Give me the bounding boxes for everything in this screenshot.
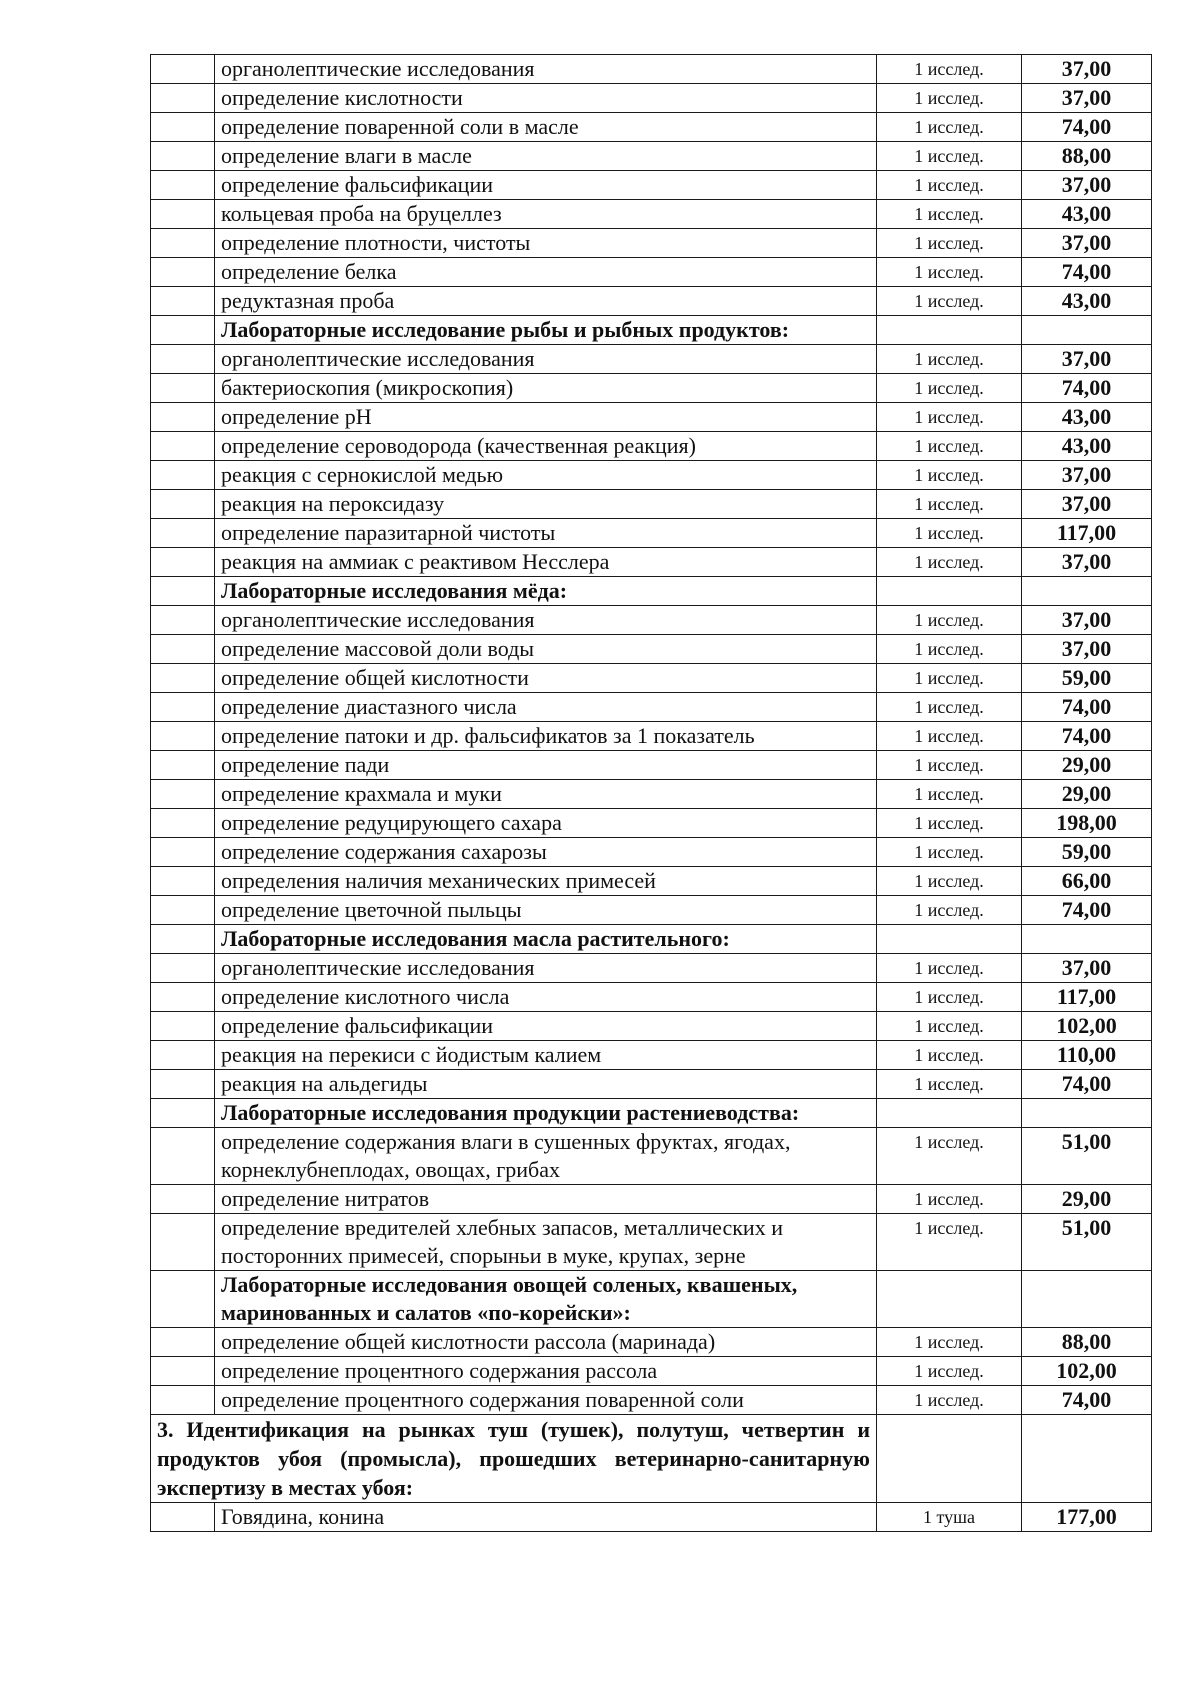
- index-cell: [151, 664, 215, 693]
- unit-cell: [877, 577, 1022, 606]
- index-cell: [151, 345, 215, 374]
- unit-cell: 1 исслед.: [877, 432, 1022, 461]
- price-cell: 177,00: [1022, 1503, 1152, 1532]
- section-3-title: 3. Идентификация на рынках туш (тушек), полутуш, четвертин и продуктов убоя (промысла), прошедших ветеринарно-санитарную экспертизу в местах убоя:: [151, 1415, 877, 1503]
- unit-cell: 1 исслед.: [877, 809, 1022, 838]
- table-row: [151, 432, 1152, 461]
- service-name: определение массовой доли воды: [215, 635, 877, 664]
- service-name: бактериоскопия (микроскопия): [215, 374, 877, 403]
- table-row: [151, 171, 1152, 200]
- price-cell: 66,00: [1022, 867, 1152, 896]
- price-cell: 29,00: [1022, 1185, 1152, 1214]
- unit-cell: 1 исслед.: [877, 200, 1022, 229]
- unit-cell: 1 исслед.: [877, 780, 1022, 809]
- service-name: определение pH: [215, 403, 877, 432]
- unit-cell: [877, 1099, 1022, 1128]
- table-row: [151, 142, 1152, 171]
- service-name: определение паразитарной чистоты: [215, 519, 877, 548]
- table-row: [151, 461, 1152, 490]
- price-cell: 37,00: [1022, 548, 1152, 577]
- index-cell: [151, 200, 215, 229]
- unit-cell: 1 туша: [877, 1503, 1022, 1532]
- unit-cell: [877, 316, 1022, 345]
- price-cell: 74,00: [1022, 722, 1152, 751]
- price-cell: 51,00: [1022, 1128, 1152, 1185]
- section-header-row: [151, 1099, 1152, 1128]
- price-cell: [1022, 1415, 1152, 1503]
- table-row: [151, 229, 1152, 258]
- unit-cell: 1 исслед.: [877, 142, 1022, 171]
- index-cell: [151, 1128, 215, 1185]
- index-cell: [151, 548, 215, 577]
- table-row: [151, 1357, 1152, 1386]
- section-header-row: [151, 316, 1152, 345]
- price-cell: 37,00: [1022, 84, 1152, 113]
- unit-cell: 1 исслед.: [877, 548, 1022, 577]
- index-cell: [151, 316, 215, 345]
- price-cell: 37,00: [1022, 461, 1152, 490]
- unit-cell: 1 исслед.: [877, 519, 1022, 548]
- index-cell: [151, 751, 215, 780]
- price-cell: 43,00: [1022, 432, 1152, 461]
- service-name: определение белка: [215, 258, 877, 287]
- index-cell: [151, 1271, 215, 1328]
- price-cell: 37,00: [1022, 55, 1152, 84]
- index-cell: [151, 1012, 215, 1041]
- table-row: [151, 113, 1152, 142]
- index-cell: [151, 171, 215, 200]
- price-cell: 43,00: [1022, 200, 1152, 229]
- table-row: [151, 200, 1152, 229]
- unit-cell: 1 исслед.: [877, 1041, 1022, 1070]
- index-cell: [151, 693, 215, 722]
- price-cell: 37,00: [1022, 954, 1152, 983]
- service-name: редуктазная проба: [215, 287, 877, 316]
- index-cell: [151, 374, 215, 403]
- unit-cell: 1 исслед.: [877, 1012, 1022, 1041]
- unit-cell: 1 исслед.: [877, 55, 1022, 84]
- service-name: определение нитратов: [215, 1185, 877, 1214]
- price-cell: 117,00: [1022, 519, 1152, 548]
- price-cell: 88,00: [1022, 142, 1152, 171]
- section-header-row: [151, 925, 1152, 954]
- index-cell: [151, 55, 215, 84]
- service-name: определение фальсификации: [215, 1012, 877, 1041]
- table-row: [151, 287, 1152, 316]
- index-cell: [151, 925, 215, 954]
- index-cell: [151, 490, 215, 519]
- unit-cell: 1 исслед.: [877, 258, 1022, 287]
- price-cell: 88,00: [1022, 1328, 1152, 1357]
- price-cell: 102,00: [1022, 1357, 1152, 1386]
- service-name: реакция с сернокислой медью: [215, 461, 877, 490]
- table-row: [151, 896, 1152, 925]
- price-cell: [1022, 577, 1152, 606]
- service-name: определение общей кислотности: [215, 664, 877, 693]
- index-cell: [151, 287, 215, 316]
- price-cell: 37,00: [1022, 490, 1152, 519]
- table-row: [151, 55, 1152, 84]
- service-name: реакция на перекиси с йодистым калием: [215, 1041, 877, 1070]
- unit-cell: 1 исслед.: [877, 171, 1022, 200]
- index-cell: [151, 1386, 215, 1415]
- index-cell: [151, 606, 215, 635]
- index-cell: [151, 229, 215, 258]
- unit-cell: [877, 925, 1022, 954]
- index-cell: [151, 519, 215, 548]
- price-cell: 37,00: [1022, 229, 1152, 258]
- unit-cell: 1 исслед.: [877, 606, 1022, 635]
- service-name: определение крахмала и муки: [215, 780, 877, 809]
- section-title-honey: Лабораторные исследования мёда:: [215, 577, 877, 606]
- service-name: определение вредителей хлебных запасов, металлических и посторонних примесей, спорыньи в муке, крупах, зерне: [215, 1214, 877, 1271]
- unit-cell: 1 исслед.: [877, 867, 1022, 896]
- table-row: [151, 1386, 1152, 1415]
- table-row: [151, 1070, 1152, 1099]
- unit-cell: 1 исслед.: [877, 1357, 1022, 1386]
- price-cell: 29,00: [1022, 780, 1152, 809]
- section-title-fish: Лабораторные исследование рыбы и рыбных продуктов:: [215, 316, 877, 345]
- service-name: определение патоки и др. фальсификатов за 1 показатель: [215, 722, 877, 751]
- index-cell: [151, 84, 215, 113]
- price-cell: 37,00: [1022, 606, 1152, 635]
- unit-cell: 1 исслед.: [877, 635, 1022, 664]
- table-row: [151, 1012, 1152, 1041]
- index-cell: [151, 809, 215, 838]
- table-row: [151, 1185, 1152, 1214]
- index-cell: [151, 896, 215, 925]
- index-cell: [151, 1214, 215, 1271]
- price-cell: 74,00: [1022, 1386, 1152, 1415]
- table-row: [151, 548, 1152, 577]
- index-cell: [151, 1357, 215, 1386]
- index-cell: [151, 1099, 215, 1128]
- price-cell: 74,00: [1022, 1070, 1152, 1099]
- unit-cell: 1 исслед.: [877, 113, 1022, 142]
- table-row: [151, 1128, 1152, 1185]
- table-row: [151, 345, 1152, 374]
- unit-cell: 1 исслед.: [877, 896, 1022, 925]
- table-row: [151, 693, 1152, 722]
- price-cell: 43,00: [1022, 403, 1152, 432]
- index-cell: [151, 403, 215, 432]
- section-title-vegetables: Лабораторные исследования овощей соленых, квашеных, маринованных и салатов «по-корейски»:: [215, 1271, 877, 1328]
- section-header-row: [151, 1271, 1152, 1328]
- unit-cell: 1 исслед.: [877, 287, 1022, 316]
- service-name: определение поваренной соли в масле: [215, 113, 877, 142]
- unit-cell: 1 исслед.: [877, 693, 1022, 722]
- price-cell: 59,00: [1022, 838, 1152, 867]
- table-row: [151, 1503, 1152, 1532]
- table-row: [151, 780, 1152, 809]
- table-row: [151, 1041, 1152, 1070]
- price-cell: 74,00: [1022, 693, 1152, 722]
- service-name: определение фальсификации: [215, 171, 877, 200]
- table-row: [151, 664, 1152, 693]
- index-cell: [151, 1328, 215, 1357]
- unit-cell: [877, 1271, 1022, 1328]
- service-name: определение влаги в масле: [215, 142, 877, 171]
- price-table: [150, 54, 1152, 1532]
- table-row: [151, 722, 1152, 751]
- unit-cell: 1 исслед.: [877, 345, 1022, 374]
- service-name: определение процентного содержания поваренной соли: [215, 1386, 877, 1415]
- table-row: [151, 867, 1152, 896]
- unit-cell: 1 исслед.: [877, 1070, 1022, 1099]
- price-cell: 198,00: [1022, 809, 1152, 838]
- price-cell: 37,00: [1022, 345, 1152, 374]
- table-row: [151, 374, 1152, 403]
- service-name: определение содержания сахарозы: [215, 838, 877, 867]
- price-cell: 37,00: [1022, 171, 1152, 200]
- price-cell: 74,00: [1022, 896, 1152, 925]
- index-cell: [151, 722, 215, 751]
- index-cell: [151, 983, 215, 1012]
- service-name: определение кислотности: [215, 84, 877, 113]
- unit-cell: 1 исслед.: [877, 1214, 1022, 1271]
- unit-cell: 1 исслед.: [877, 374, 1022, 403]
- price-cell: 29,00: [1022, 751, 1152, 780]
- unit-cell: 1 исслед.: [877, 722, 1022, 751]
- price-cell: 51,00: [1022, 1214, 1152, 1271]
- service-name: органолептические исследования: [215, 606, 877, 635]
- service-name: органолептические исследования: [215, 55, 877, 84]
- table-row: [151, 635, 1152, 664]
- index-cell: [151, 838, 215, 867]
- table-row: [151, 490, 1152, 519]
- service-name: определение процентного содержания рассола: [215, 1357, 877, 1386]
- index-cell: [151, 461, 215, 490]
- price-cell: 110,00: [1022, 1041, 1152, 1070]
- service-name: определение кислотного числа: [215, 983, 877, 1012]
- table-row: [151, 258, 1152, 287]
- section-title-oil: Лабораторные исследования масла растительного:: [215, 925, 877, 954]
- index-cell: [151, 780, 215, 809]
- index-cell: [151, 1503, 215, 1532]
- index-cell: [151, 258, 215, 287]
- section-header-row: [151, 577, 1152, 606]
- unit-cell: 1 исслед.: [877, 838, 1022, 867]
- service-name: определение сероводорода (качественная реакция): [215, 432, 877, 461]
- table-row: [151, 954, 1152, 983]
- service-name: определения наличия механических примесей: [215, 867, 877, 896]
- unit-cell: 1 исслед.: [877, 403, 1022, 432]
- service-name: кольцевая проба на бруцеллез: [215, 200, 877, 229]
- unit-cell: 1 исслед.: [877, 983, 1022, 1012]
- unit-cell: 1 исслед.: [877, 1185, 1022, 1214]
- unit-cell: 1 исслед.: [877, 954, 1022, 983]
- unit-cell: 1 исслед.: [877, 1386, 1022, 1415]
- unit-cell: 1 исслед.: [877, 1128, 1022, 1185]
- service-name: определение содержания влаги в сушенных фруктах, ягодах, корнеклубнеплодах, овощах, грибах: [215, 1128, 877, 1185]
- price-cell: 43,00: [1022, 287, 1152, 316]
- unit-cell: [877, 1415, 1022, 1503]
- table-row: [151, 519, 1152, 548]
- index-cell: [151, 432, 215, 461]
- unit-cell: 1 исслед.: [877, 229, 1022, 258]
- section-3-row: [151, 1415, 1152, 1503]
- table-row: [151, 606, 1152, 635]
- table-row: [151, 983, 1152, 1012]
- service-name: органолептические исследования: [215, 954, 877, 983]
- price-cell: [1022, 925, 1152, 954]
- index-cell: [151, 867, 215, 896]
- service-name: Говядина, конина: [215, 1503, 877, 1532]
- service-name: определение редуцирующего сахара: [215, 809, 877, 838]
- table-row: [151, 84, 1152, 113]
- price-cell: [1022, 1271, 1152, 1328]
- unit-cell: 1 исслед.: [877, 751, 1022, 780]
- service-name: органолептические исследования: [215, 345, 877, 374]
- table-row: [151, 403, 1152, 432]
- index-cell: [151, 1070, 215, 1099]
- service-name: определение общей кислотности рассола (маринада): [215, 1328, 877, 1357]
- service-name: реакция на альдегиды: [215, 1070, 877, 1099]
- price-cell: 102,00: [1022, 1012, 1152, 1041]
- unit-cell: 1 исслед.: [877, 84, 1022, 113]
- service-name: определение плотности, чистоты: [215, 229, 877, 258]
- price-cell: 74,00: [1022, 258, 1152, 287]
- table-row: [151, 1328, 1152, 1357]
- price-cell: 74,00: [1022, 374, 1152, 403]
- service-name: определение диастазного числа: [215, 693, 877, 722]
- index-cell: [151, 142, 215, 171]
- table-row: [151, 1214, 1152, 1271]
- service-name: определение пади: [215, 751, 877, 780]
- service-name: определение цветочной пыльцы: [215, 896, 877, 925]
- table-row: [151, 809, 1152, 838]
- index-cell: [151, 1185, 215, 1214]
- unit-cell: 1 исслед.: [877, 664, 1022, 693]
- price-cell: [1022, 1099, 1152, 1128]
- service-name: реакция на аммиак с реактивом Несслера: [215, 548, 877, 577]
- unit-cell: 1 исслед.: [877, 1328, 1022, 1357]
- price-cell: 59,00: [1022, 664, 1152, 693]
- index-cell: [151, 1041, 215, 1070]
- section-title-plant: Лабораторные исследования продукции растениеводства:: [215, 1099, 877, 1128]
- unit-cell: 1 исслед.: [877, 490, 1022, 519]
- table-row: [151, 838, 1152, 867]
- price-cell: 37,00: [1022, 635, 1152, 664]
- price-cell: [1022, 316, 1152, 345]
- index-cell: [151, 113, 215, 142]
- unit-cell: 1 исслед.: [877, 461, 1022, 490]
- price-cell: 117,00: [1022, 983, 1152, 1012]
- service-name: реакция на пероксидазу: [215, 490, 877, 519]
- index-cell: [151, 954, 215, 983]
- price-cell: 74,00: [1022, 113, 1152, 142]
- index-cell: [151, 577, 215, 606]
- table-row: [151, 751, 1152, 780]
- index-cell: [151, 635, 215, 664]
